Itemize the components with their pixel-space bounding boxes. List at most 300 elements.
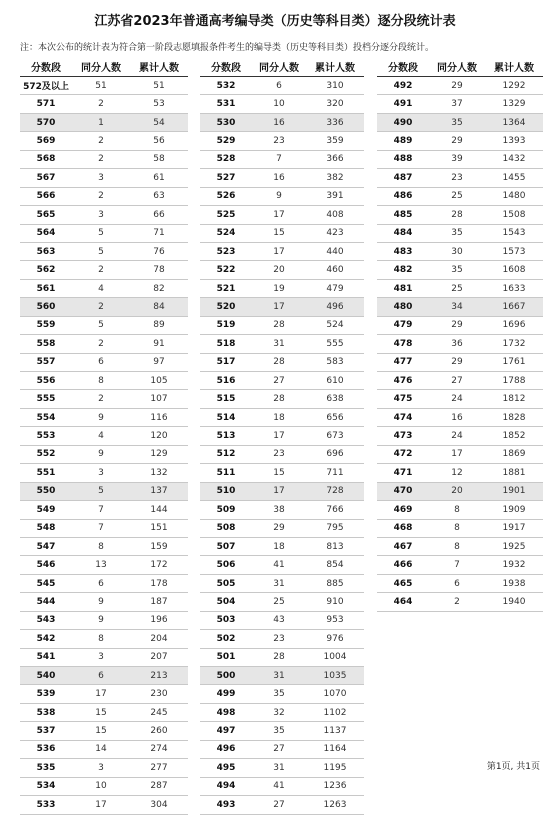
same-count-cell: 17 xyxy=(252,427,306,445)
table-row xyxy=(20,482,188,500)
cumulative-cell: 1932 xyxy=(485,556,543,574)
score-cell: 553 xyxy=(20,427,72,445)
score-cell: 571 xyxy=(20,95,72,113)
score-cell: 491 xyxy=(377,95,429,113)
table-row xyxy=(377,372,543,390)
cumulative-cell: 84 xyxy=(130,298,188,316)
cumulative-cell: 1573 xyxy=(485,242,543,260)
table-row xyxy=(200,482,364,500)
score-cell: 530 xyxy=(200,113,252,131)
cumulative-cell: 1608 xyxy=(485,261,543,279)
same-count-cell: 24 xyxy=(429,427,485,445)
score-cell: 521 xyxy=(200,279,252,297)
cumulative-cell: 1812 xyxy=(485,390,543,408)
score-cell: 533 xyxy=(20,796,72,814)
cumulative-cell: 277 xyxy=(130,759,188,777)
score-cell: 534 xyxy=(20,777,72,795)
cumulative-cell: 76 xyxy=(130,242,188,260)
score-cell: 472 xyxy=(377,445,429,463)
table-row xyxy=(20,427,188,445)
same-count-cell: 17 xyxy=(429,445,485,463)
cumulative-cell: 51 xyxy=(130,77,188,95)
table-row xyxy=(20,132,188,150)
score-cell: 498 xyxy=(200,703,252,721)
table-row xyxy=(377,224,543,242)
score-cell: 497 xyxy=(200,722,252,740)
same-count-cell: 41 xyxy=(252,777,306,795)
score-cell: 474 xyxy=(377,408,429,426)
cumulative-cell: 1292 xyxy=(485,77,543,95)
score-cell: 493 xyxy=(200,796,252,814)
same-count-cell: 8 xyxy=(72,537,130,555)
same-count-cell: 36 xyxy=(429,335,485,353)
cumulative-cell: 56 xyxy=(130,132,188,150)
table-row xyxy=(20,501,188,519)
score-cell: 570 xyxy=(20,113,72,131)
score-cell: 467 xyxy=(377,537,429,555)
score-cell: 502 xyxy=(200,630,252,648)
same-count-cell: 27 xyxy=(252,372,306,390)
cumulative-cell: 132 xyxy=(130,464,188,482)
score-cell: 545 xyxy=(20,574,72,592)
score-cell: 529 xyxy=(200,132,252,150)
cumulative-cell: 230 xyxy=(130,685,188,703)
cumulative-cell: 382 xyxy=(306,169,364,187)
same-count-cell: 28 xyxy=(252,648,306,666)
score-cell: 569 xyxy=(20,132,72,150)
cumulative-cell: 213 xyxy=(130,667,188,685)
table-row xyxy=(20,335,188,353)
table-row xyxy=(20,187,188,205)
same-count-cell: 30 xyxy=(429,242,485,260)
score-cell: 527 xyxy=(200,169,252,187)
table-note: 注：本次公布的统计表为符合第一阶段志愿填报条件考生的编导类（历史等科目类）投档分逐分段统计。 xyxy=(20,43,435,53)
score-cell: 509 xyxy=(200,501,252,519)
cumulative-cell: 63 xyxy=(130,187,188,205)
table-row xyxy=(377,113,543,131)
same-count-cell: 31 xyxy=(252,574,306,592)
score-cell: 494 xyxy=(200,777,252,795)
same-count-cell: 4 xyxy=(72,427,130,445)
cumulative-cell: 1881 xyxy=(485,464,543,482)
table-row xyxy=(377,298,543,316)
score-cell: 469 xyxy=(377,501,429,519)
same-count-cell: 28 xyxy=(252,316,306,334)
cumulative-cell: 583 xyxy=(306,353,364,371)
table-row xyxy=(200,150,364,168)
cumulative-cell: 274 xyxy=(130,740,188,758)
table-row xyxy=(20,206,188,224)
same-count-cell: 28 xyxy=(252,390,306,408)
score-cell: 558 xyxy=(20,335,72,353)
score-cell: 464 xyxy=(377,593,429,611)
same-count-cell: 7 xyxy=(429,556,485,574)
score-cell: 500 xyxy=(200,667,252,685)
same-count-cell: 5 xyxy=(72,482,130,500)
same-count-cell: 14 xyxy=(72,740,130,758)
table-row xyxy=(20,722,188,740)
table-row xyxy=(377,335,543,353)
table-row xyxy=(200,574,364,592)
cumulative-cell: 58 xyxy=(130,150,188,168)
score-cell: 475 xyxy=(377,390,429,408)
same-count-cell: 17 xyxy=(252,206,306,224)
table-row xyxy=(200,648,364,666)
same-count-cell: 27 xyxy=(252,740,306,758)
same-count-cell: 7 xyxy=(72,501,130,519)
score-cell: 525 xyxy=(200,206,252,224)
table-row xyxy=(200,519,364,537)
table-row xyxy=(20,224,188,242)
table-row xyxy=(200,77,364,95)
score-cell: 540 xyxy=(20,667,72,685)
same-count-cell: 9 xyxy=(252,187,306,205)
same-count-cell: 25 xyxy=(429,279,485,297)
table-row xyxy=(200,777,364,795)
same-count-cell: 17 xyxy=(252,298,306,316)
score-cell: 554 xyxy=(20,408,72,426)
score-column-1 xyxy=(20,57,188,815)
score-cell: 489 xyxy=(377,132,429,150)
score-cell: 539 xyxy=(20,685,72,703)
cumulative-cell: 854 xyxy=(306,556,364,574)
table-row xyxy=(200,427,364,445)
cumulative-cell: 1901 xyxy=(485,482,543,500)
same-count-cell: 25 xyxy=(252,593,306,611)
score-cell: 559 xyxy=(20,316,72,334)
table-row xyxy=(20,630,188,648)
cumulative-cell: 159 xyxy=(130,537,188,555)
cumulative-cell: 207 xyxy=(130,648,188,666)
score-cell: 479 xyxy=(377,316,429,334)
score-cell: 538 xyxy=(20,703,72,721)
same-count-cell: 5 xyxy=(72,316,130,334)
same-count-cell: 16 xyxy=(252,113,306,131)
score-cell: 482 xyxy=(377,261,429,279)
table-row xyxy=(20,372,188,390)
cumulative-cell: 336 xyxy=(306,113,364,131)
same-count-cell: 20 xyxy=(429,482,485,500)
same-count-cell: 8 xyxy=(429,519,485,537)
same-count-cell: 4 xyxy=(72,279,130,297)
score-cell: 492 xyxy=(377,77,429,95)
table-row xyxy=(377,95,543,113)
same-count-cell: 35 xyxy=(429,224,485,242)
table-row xyxy=(377,169,543,187)
same-count-cell: 6 xyxy=(429,574,485,592)
score-column-3 xyxy=(377,57,543,612)
cumulative-cell: 137 xyxy=(130,482,188,500)
same-count-cell: 9 xyxy=(72,408,130,426)
same-count-cell: 13 xyxy=(72,556,130,574)
score-cell: 465 xyxy=(377,574,429,592)
same-count-cell: 12 xyxy=(429,464,485,482)
score-cell: 480 xyxy=(377,298,429,316)
cumulative-cell: 1543 xyxy=(485,224,543,242)
table-row xyxy=(20,279,188,297)
cumulative-cell: 366 xyxy=(306,150,364,168)
cumulative-cell: 61 xyxy=(130,169,188,187)
score-cell: 510 xyxy=(200,482,252,500)
cumulative-cell: 1633 xyxy=(485,279,543,297)
table-row xyxy=(377,279,543,297)
same-count-cell: 3 xyxy=(72,206,130,224)
score-cell: 567 xyxy=(20,169,72,187)
table-row xyxy=(20,519,188,537)
score-cell: 550 xyxy=(20,482,72,500)
cumulative-cell: 910 xyxy=(306,593,364,611)
cumulative-cell: 1035 xyxy=(306,667,364,685)
score-cell: 566 xyxy=(20,187,72,205)
cumulative-cell: 260 xyxy=(130,722,188,740)
score-cell: 503 xyxy=(200,611,252,629)
table-row xyxy=(377,556,543,574)
table-row xyxy=(200,685,364,703)
cumulative-cell: 107 xyxy=(130,390,188,408)
table-row xyxy=(377,445,543,463)
score-cell: 549 xyxy=(20,501,72,519)
cumulative-cell: 391 xyxy=(306,187,364,205)
same-count-cell: 2 xyxy=(72,150,130,168)
cumulative-cell: 144 xyxy=(130,501,188,519)
same-count-cell: 5 xyxy=(72,242,130,260)
table-row xyxy=(200,132,364,150)
same-count-cell: 2 xyxy=(429,593,485,611)
same-count-cell: 2 xyxy=(72,95,130,113)
same-count-cell: 41 xyxy=(252,556,306,574)
table-row xyxy=(377,501,543,519)
cumulative-cell: 91 xyxy=(130,335,188,353)
table-row xyxy=(20,95,188,113)
same-count-cell: 15 xyxy=(72,703,130,721)
score-cell: 516 xyxy=(200,372,252,390)
cumulative-cell: 1938 xyxy=(485,574,543,592)
table-row xyxy=(377,206,543,224)
table-row xyxy=(200,759,364,777)
cumulative-cell: 53 xyxy=(130,95,188,113)
score-cell: 471 xyxy=(377,464,429,482)
same-count-cell: 23 xyxy=(252,132,306,150)
same-count-cell: 3 xyxy=(72,464,130,482)
page-title: 江苏省2023年普通高考编导类（历史等科目类）逐分段统计表 xyxy=(94,14,456,29)
same-count-cell: 8 xyxy=(72,372,130,390)
score-cell: 561 xyxy=(20,279,72,297)
table-row xyxy=(377,353,543,371)
table-row xyxy=(200,169,364,187)
cumulative-cell: 1917 xyxy=(485,519,543,537)
table-row xyxy=(200,372,364,390)
table-row xyxy=(200,316,364,334)
score-cell: 535 xyxy=(20,759,72,777)
score-cell: 532 xyxy=(200,77,252,95)
same-count-cell: 27 xyxy=(429,372,485,390)
cumulative-cell: 359 xyxy=(306,132,364,150)
score-cell: 504 xyxy=(200,593,252,611)
same-count-cell: 17 xyxy=(72,796,130,814)
score-cell: 513 xyxy=(200,427,252,445)
table-row xyxy=(377,390,543,408)
score-cell: 522 xyxy=(200,261,252,279)
same-count-cell: 18 xyxy=(252,537,306,555)
score-cell: 541 xyxy=(20,648,72,666)
table-row xyxy=(200,408,364,426)
score-table xyxy=(20,57,188,815)
same-count-cell: 7 xyxy=(252,150,306,168)
table-row xyxy=(200,353,364,371)
cumulative-cell: 196 xyxy=(130,611,188,629)
score-cell: 526 xyxy=(200,187,252,205)
cumulative-cell: 78 xyxy=(130,261,188,279)
score-cell: 517 xyxy=(200,353,252,371)
table-row xyxy=(20,703,188,721)
table-row xyxy=(377,482,543,500)
cumulative-cell: 766 xyxy=(306,501,364,519)
same-count-cell: 38 xyxy=(252,501,306,519)
same-count-cell: 3 xyxy=(72,759,130,777)
same-count-cell: 35 xyxy=(429,113,485,131)
same-count-cell: 9 xyxy=(72,611,130,629)
table-row xyxy=(20,408,188,426)
cumulative-cell: 1432 xyxy=(485,150,543,168)
table-row xyxy=(20,648,188,666)
score-cell: 520 xyxy=(200,298,252,316)
cumulative-cell: 120 xyxy=(130,427,188,445)
cumulative-cell: 1164 xyxy=(306,740,364,758)
table-row xyxy=(20,759,188,777)
score-cell: 560 xyxy=(20,298,72,316)
table-row xyxy=(200,796,364,814)
table-row xyxy=(377,537,543,555)
score-cell: 564 xyxy=(20,224,72,242)
table-row xyxy=(20,113,188,131)
table-row xyxy=(200,390,364,408)
table-row xyxy=(200,242,364,260)
same-count-cell: 43 xyxy=(252,611,306,629)
cumulative-cell: 287 xyxy=(130,777,188,795)
table-row xyxy=(200,667,364,685)
same-count-cell: 2 xyxy=(72,187,130,205)
cumulative-cell: 1852 xyxy=(485,427,543,445)
table-row xyxy=(20,77,188,95)
same-count-cell: 23 xyxy=(252,630,306,648)
same-count-cell: 51 xyxy=(72,77,130,95)
cumulative-cell: 71 xyxy=(130,224,188,242)
score-cell: 523 xyxy=(200,242,252,260)
cumulative-cell: 1761 xyxy=(485,353,543,371)
table-row xyxy=(200,740,364,758)
same-count-cell: 31 xyxy=(252,667,306,685)
score-cell: 515 xyxy=(200,390,252,408)
cumulative-cell: 728 xyxy=(306,482,364,500)
same-count-header: 同分人数 xyxy=(72,57,130,77)
same-count-cell: 20 xyxy=(252,261,306,279)
cumulative-cell: 1667 xyxy=(485,298,543,316)
cumulative-cell: 187 xyxy=(130,593,188,611)
cumulative-cell: 423 xyxy=(306,224,364,242)
table-row xyxy=(377,316,543,334)
table-row xyxy=(377,150,543,168)
same-count-cell: 9 xyxy=(72,593,130,611)
same-count-cell: 10 xyxy=(72,777,130,795)
same-count-cell: 2 xyxy=(72,261,130,279)
same-count-cell: 35 xyxy=(252,685,306,703)
table-row xyxy=(20,316,188,334)
score-cell: 511 xyxy=(200,464,252,482)
score-cell: 473 xyxy=(377,427,429,445)
table-row xyxy=(200,464,364,482)
table-row xyxy=(200,722,364,740)
score-cell: 568 xyxy=(20,150,72,168)
score-cell: 531 xyxy=(200,95,252,113)
score-cell: 547 xyxy=(20,537,72,555)
same-count-cell: 3 xyxy=(72,169,130,187)
score-cell: 565 xyxy=(20,206,72,224)
same-count-cell: 32 xyxy=(252,703,306,721)
cumulative-cell: 178 xyxy=(130,574,188,592)
page-footer: 第1页, 共1页 xyxy=(486,762,540,772)
table-row xyxy=(20,464,188,482)
same-count-cell: 35 xyxy=(252,722,306,740)
header-row xyxy=(200,57,364,77)
score-cell: 505 xyxy=(200,574,252,592)
same-count-cell: 17 xyxy=(252,482,306,500)
table-row xyxy=(377,408,543,426)
table-row xyxy=(377,132,543,150)
cumulative-cell: 610 xyxy=(306,372,364,390)
table-row xyxy=(20,537,188,555)
cumulative-cell: 885 xyxy=(306,574,364,592)
cumulative-cell: 555 xyxy=(306,335,364,353)
table-row xyxy=(200,113,364,131)
table-row xyxy=(20,667,188,685)
table-row xyxy=(20,796,188,814)
score-cell: 572及以上 xyxy=(20,77,72,95)
table-row xyxy=(20,574,188,592)
table-row xyxy=(377,261,543,279)
same-count-cell: 8 xyxy=(72,630,130,648)
cumulative-cell: 638 xyxy=(306,390,364,408)
cumulative-cell: 204 xyxy=(130,630,188,648)
score-header: 分数段 xyxy=(377,57,429,77)
cumulative-cell: 1788 xyxy=(485,372,543,390)
score-cell: 507 xyxy=(200,537,252,555)
cumulative-cell: 1393 xyxy=(485,132,543,150)
cumulative-cell: 129 xyxy=(130,445,188,463)
score-cell: 524 xyxy=(200,224,252,242)
same-count-cell: 8 xyxy=(429,501,485,519)
score-cell: 551 xyxy=(20,464,72,482)
same-count-cell: 15 xyxy=(72,722,130,740)
same-count-cell: 6 xyxy=(72,574,130,592)
same-count-cell: 5 xyxy=(72,224,130,242)
table-row xyxy=(377,77,543,95)
cumulative-cell: 953 xyxy=(306,611,364,629)
same-count-cell: 28 xyxy=(252,353,306,371)
score-cell: 544 xyxy=(20,593,72,611)
score-cell: 508 xyxy=(200,519,252,537)
same-count-cell: 29 xyxy=(429,353,485,371)
same-count-cell: 23 xyxy=(252,445,306,463)
score-cell: 562 xyxy=(20,261,72,279)
table-row xyxy=(20,445,188,463)
score-cell: 519 xyxy=(200,316,252,334)
table-row xyxy=(377,187,543,205)
score-cell: 483 xyxy=(377,242,429,260)
table-row xyxy=(200,261,364,279)
same-count-cell: 31 xyxy=(252,759,306,777)
same-count-cell: 9 xyxy=(72,445,130,463)
score-cell: 485 xyxy=(377,206,429,224)
